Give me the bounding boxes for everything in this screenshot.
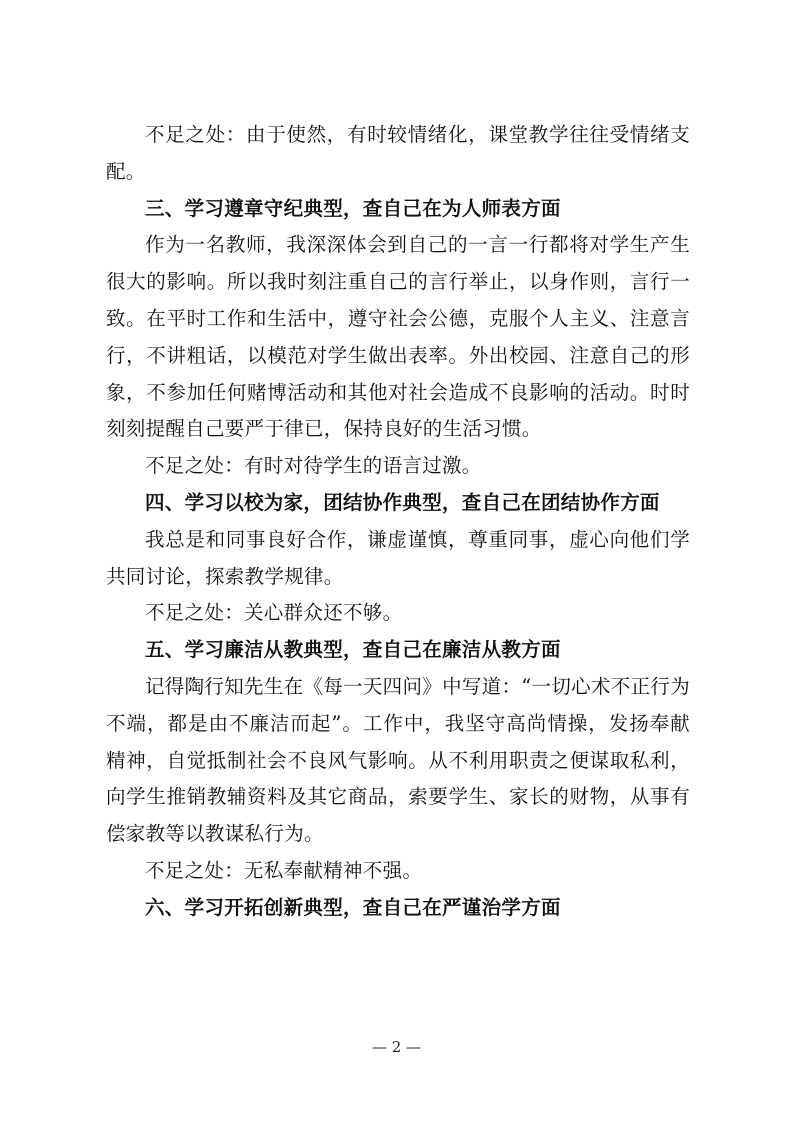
paragraph-shortcoming-1: 不足之处：由于使然，有时较情绪化，课堂教学往往受情绪支配。 — [106, 123, 690, 183]
page-number: — 2 — — [371, 1038, 422, 1056]
paragraph-integrity: 记得陶行知先生在《每一天四问》中写道：“一切心术不正行为不端，都是由不廉洁而起”。工作中，我坚守高尚情操，发扬奉献精神，自觉抵制社会不良风气影响。从不利用职责之便谋取私利，向学生推销教辅资料及其它商品，索要学生、家长的财物，从事有偿家教等以教谋私行为。 — [106, 674, 690, 846]
paragraph-shortcoming-3: 不足之处：关心群众还不够。 — [145, 601, 403, 625]
section-heading-3: 三、学习遵章守纪典型，查自己在为人师表方面 — [145, 196, 561, 220]
section-heading-4: 四、学习以校为家，团结协作典型，查自己在团结协作方面 — [145, 490, 660, 514]
document-body — [106, 117, 690, 927]
paragraph-shortcoming-2: 不足之处：有时对待学生的语言过激。 — [145, 454, 482, 478]
paragraph-teamwork: 我总是和同事良好合作，谦虚谨慎，尊重同事，虚心向他们学共同讨论，探索教学规律。 — [106, 527, 690, 588]
section-heading-5: 五、学习廉洁从教典型，查自己在廉洁从教方面 — [145, 638, 561, 662]
paragraph-shortcoming-4: 不足之处：无私奉献精神不强。 — [145, 858, 423, 882]
paragraph-conduct: 作为一名教师，我深深体会到自己的一言一行都将对学生产生很大的影响。所以我时刻注重自己的言行举止，以身作则，言行一致。在平时工作和生活中，遵守社会公德，克服个人主义、注意言行，不讲粗话，以模范对学生做出表率。外出校园、注意自己的形象，不参加任何赌博活动和其他对社会造成不良影响的活动。时时刻刻提醒自己要严于律已，保持良好的生活习惯。 — [106, 233, 690, 441]
section-heading-6: 六、学习开拓创新典型，查自己在严谨治学方面 — [145, 895, 561, 919]
